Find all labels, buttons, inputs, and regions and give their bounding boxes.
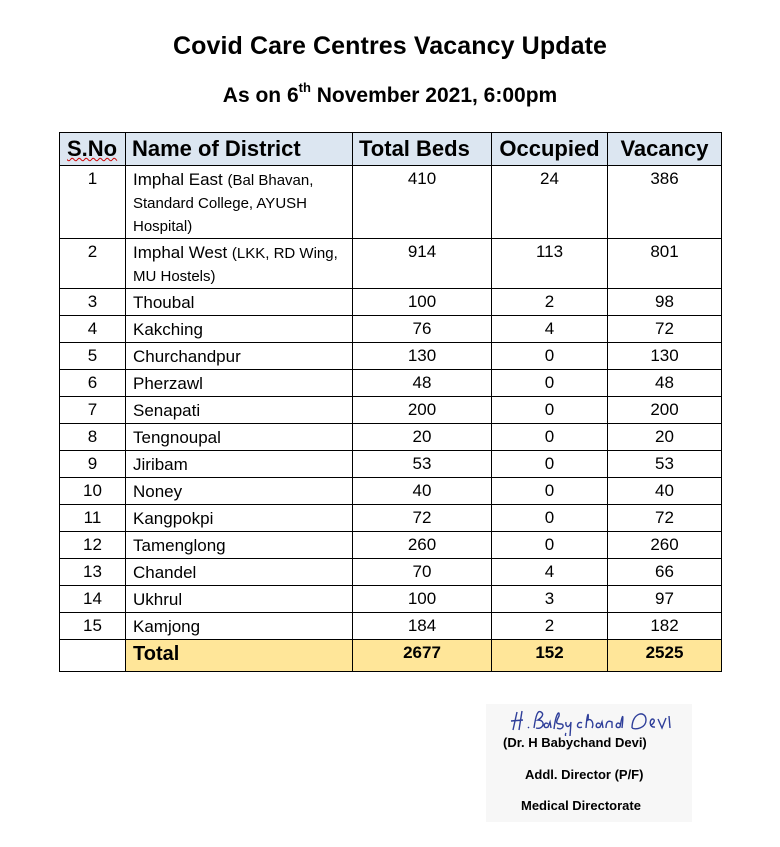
table-row xyxy=(60,478,722,505)
row-vacancy: 72 xyxy=(608,316,722,343)
table-header-row xyxy=(60,133,722,166)
row-district xyxy=(126,370,353,397)
document-subtitle xyxy=(0,80,780,108)
row-vacancy: 72 xyxy=(608,505,722,532)
table-row xyxy=(60,166,722,239)
row-sno: 8 xyxy=(60,424,126,451)
signatory-designation: Addl. Director (P/F) xyxy=(525,767,644,782)
row-sno: 3 xyxy=(60,289,126,316)
row-vacancy: 40 xyxy=(608,478,722,505)
table-row xyxy=(60,559,722,586)
row-sno: 9 xyxy=(60,451,126,478)
row-occupied: 0 xyxy=(492,397,608,424)
table-row xyxy=(60,532,722,559)
table-row xyxy=(60,239,722,289)
row-occupied: 0 xyxy=(492,343,608,370)
total-row xyxy=(60,640,722,672)
row-total-beds: 184 xyxy=(353,613,492,640)
district-name: Jiribam xyxy=(133,455,188,474)
district-name: Noney xyxy=(133,482,183,501)
district-name: Chandel xyxy=(133,563,197,582)
total-occupied: 152 xyxy=(492,640,608,672)
header-district: Name of District xyxy=(126,133,353,166)
row-occupied: 0 xyxy=(492,505,608,532)
row-total-beds: 130 xyxy=(353,343,492,370)
row-occupied: 0 xyxy=(492,370,608,397)
row-occupied: 0 xyxy=(492,532,608,559)
row-vacancy: 53 xyxy=(608,451,722,478)
district-name: Churchandpur xyxy=(133,347,241,366)
row-total-beds: 40 xyxy=(353,478,492,505)
table-row xyxy=(60,370,722,397)
row-district xyxy=(126,239,353,289)
row-occupied: 24 xyxy=(492,166,608,239)
row-total-beds: 76 xyxy=(353,316,492,343)
row-vacancy: 386 xyxy=(608,166,722,239)
table-row xyxy=(60,451,722,478)
district-name: Pherzawl xyxy=(133,374,203,393)
row-sno: 6 xyxy=(60,370,126,397)
district-name: Thoubal xyxy=(133,293,195,312)
row-district xyxy=(126,586,353,613)
row-total-beds: 100 xyxy=(353,586,492,613)
row-sno: 7 xyxy=(60,397,126,424)
table-row xyxy=(60,613,722,640)
table-row xyxy=(60,316,722,343)
district-detail: (LKK, RD Wing, MU Hostels) xyxy=(133,245,338,285)
row-total-beds: 53 xyxy=(353,451,492,478)
row-total-beds: 100 xyxy=(353,289,492,316)
header-total-beds: Total Beds xyxy=(353,133,492,166)
district-name: Kamjong xyxy=(133,617,201,636)
signatory-name: (Dr. H Babychand Devi) xyxy=(503,735,647,750)
row-vacancy: 48 xyxy=(608,370,722,397)
subtitle-ordinal: th xyxy=(298,80,311,95)
signatory-office: Medical Directorate xyxy=(521,798,641,813)
row-occupied: 113 xyxy=(492,239,608,289)
row-vacancy: 801 xyxy=(608,239,722,289)
district-name: Tengnoupal xyxy=(133,428,221,447)
district-name: Senapati xyxy=(133,401,201,420)
row-occupied: 3 xyxy=(492,586,608,613)
row-total-beds: 260 xyxy=(353,532,492,559)
total-vacancy: 2525 xyxy=(608,640,722,672)
row-sno: 10 xyxy=(60,478,126,505)
row-occupied: 4 xyxy=(492,316,608,343)
subtitle-prefix: As on 6 xyxy=(222,84,299,107)
header-sno xyxy=(60,133,126,166)
row-total-beds: 48 xyxy=(353,370,492,397)
subtitle-suffix: November 2021, 6:00pm xyxy=(310,84,558,107)
row-sno: 2 xyxy=(60,239,126,289)
table-row xyxy=(60,289,722,316)
row-total-beds: 72 xyxy=(353,505,492,532)
header-vacancy: Vacancy xyxy=(608,133,722,166)
row-district xyxy=(126,424,353,451)
row-occupied: 0 xyxy=(492,478,608,505)
row-district xyxy=(126,451,353,478)
row-occupied: 0 xyxy=(492,451,608,478)
district-name: Ukhrul xyxy=(133,590,183,609)
district-name: Kakching xyxy=(133,320,203,339)
row-sno: 14 xyxy=(60,586,126,613)
row-district xyxy=(126,559,353,586)
row-occupied: 0 xyxy=(492,424,608,451)
district-name: Imphal West xyxy=(133,243,228,262)
row-district xyxy=(126,532,353,559)
district-detail: (Bal Bhavan, Standard College, AYUSH Hospital) xyxy=(133,172,314,235)
row-district xyxy=(126,478,353,505)
table-row xyxy=(60,586,722,613)
district-name: Imphal East xyxy=(133,170,223,189)
row-vacancy: 130 xyxy=(608,343,722,370)
district-name: Tamenglong xyxy=(133,536,226,555)
table-row xyxy=(60,397,722,424)
row-total-beds: 410 xyxy=(353,166,492,239)
row-sno: 13 xyxy=(60,559,126,586)
row-occupied: 2 xyxy=(492,613,608,640)
row-district xyxy=(126,343,353,370)
document-title: Covid Care Centres Vacancy Update xyxy=(172,32,608,60)
signature-image xyxy=(508,706,688,736)
table-body xyxy=(60,166,722,672)
row-sno: 11 xyxy=(60,505,126,532)
row-total-beds: 70 xyxy=(353,559,492,586)
total-beds: 2677 xyxy=(353,640,492,672)
row-total-beds: 914 xyxy=(353,239,492,289)
district-name: Kangpokpi xyxy=(133,509,214,528)
row-vacancy: 97 xyxy=(608,586,722,613)
row-sno: 12 xyxy=(60,532,126,559)
total-blank-cell xyxy=(60,640,126,672)
row-vacancy: 98 xyxy=(608,289,722,316)
row-district xyxy=(126,289,353,316)
row-sno: 1 xyxy=(60,166,126,239)
row-occupied: 4 xyxy=(492,559,608,586)
table-row xyxy=(60,505,722,532)
table-row xyxy=(60,424,722,451)
table-row xyxy=(60,343,722,370)
row-sno: 4 xyxy=(60,316,126,343)
row-sno: 5 xyxy=(60,343,126,370)
row-total-beds: 200 xyxy=(353,397,492,424)
row-vacancy: 66 xyxy=(608,559,722,586)
row-total-beds: 20 xyxy=(353,424,492,451)
header-occupied: Occupied xyxy=(492,133,608,166)
total-label: Total xyxy=(126,640,353,672)
row-district xyxy=(126,316,353,343)
header-sno-label: S.No xyxy=(67,136,118,161)
row-district xyxy=(126,397,353,424)
row-vacancy: 182 xyxy=(608,613,722,640)
row-sno: 15 xyxy=(60,613,126,640)
row-district xyxy=(126,505,353,532)
row-district xyxy=(126,166,353,239)
row-occupied: 2 xyxy=(492,289,608,316)
row-vacancy: 260 xyxy=(608,532,722,559)
row-vacancy: 200 xyxy=(608,397,722,424)
vacancy-table xyxy=(59,132,722,672)
row-district xyxy=(126,613,353,640)
row-vacancy: 20 xyxy=(608,424,722,451)
